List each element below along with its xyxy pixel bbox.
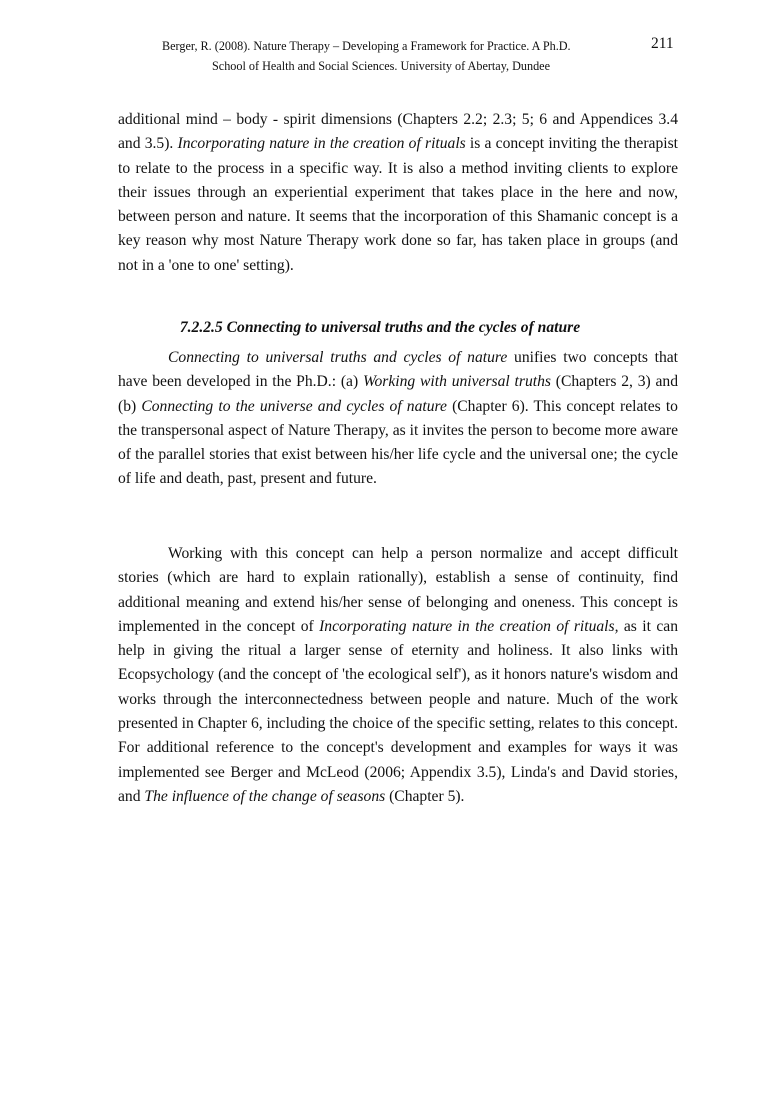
- paragraph-1-text: [118, 108, 678, 278]
- paragraph-1: [118, 108, 678, 278]
- header-citation: Berger, R. (2008). Nature Therapy – Developing a Framework for Practice. A Ph.D.: [162, 39, 571, 53]
- paragraph-3: [118, 542, 678, 809]
- text-run: unifies two concepts that have been developed in the Ph.D.: (a): [118, 349, 679, 391]
- text-run: (Chapter 5).: [385, 787, 465, 805]
- text-run: additional mind – body - spirit dimensions (Chapters 2.2; 2.3; 5; 6 and Appendices 3.4 and 3.5).: [118, 111, 678, 153]
- text-run: (Chapter 6). This concept relates to the transpersonal aspect of Nature Therapy, as it invites the person to become more aware of the parallel stories that exist between his/her life cycle and the universal one; the cycle of life and death, past, present and future.: [118, 397, 678, 488]
- paragraph-2: [118, 346, 678, 492]
- header-institution: School of Health and Social Sciences. University of Abertay, Dundee: [212, 59, 550, 73]
- italic-text-run: The influence of the change of seasons: [144, 787, 386, 805]
- text-run: is a concept inviting the therapist to relate to the process in a specific way. It is also a method inviting clients to explore their issues through an experiential experiment that takes place in the here and now, between person and nature. It seems that the incorporation of this Shamanic concept is a key reason why most Nature Therapy work done so far, has taken place in groups (and not in a 'one to one' setting).: [118, 135, 678, 274]
- section-heading: 7.2.2.5 Connecting to universal truths and the cycles of nature: [179, 319, 581, 336]
- text-run: (Chapters 2, 3) and (b): [118, 373, 679, 415]
- text-run: Working with this concept can help a person normalize and accept difficult stories (which are hard to explain rationally), establish a sense of continuity, find additional meaning and extend his/her sense of belonging and oneness. This concept is implemented in the concept of: [118, 545, 678, 635]
- paragraph-3-text: [118, 542, 678, 809]
- italic-text-run: Connecting to the universe and cycles of nature: [141, 397, 447, 415]
- paragraph-2-text: [118, 346, 678, 492]
- text-run: as it can help in giving the ritual a larger sense of eternity and holiness. It also links with Ecopsychology (and the concept of 'the ecological self'), as it honors nature's wisdom and works through the interconnectedness between people and nature. Much of the work presented in Chapter 6, including the choice of the specific setting, relates to this concept. For additional reference to the concept's development and examples for ways it was implemented see Berger and McLeod (2006; Appendix 3.5), Linda's and David stories, and: [118, 617, 678, 805]
- italic-text-run: Incorporating nature in the creation of rituals,: [319, 617, 619, 635]
- italic-text-run: Incorporating nature in the creation of rituals: [177, 135, 466, 153]
- italic-text-run: Connecting to universal truths and cycles of nature: [168, 349, 508, 366]
- italic-text-run: Working with universal truths: [362, 373, 551, 391]
- page-number: 211: [651, 35, 674, 52]
